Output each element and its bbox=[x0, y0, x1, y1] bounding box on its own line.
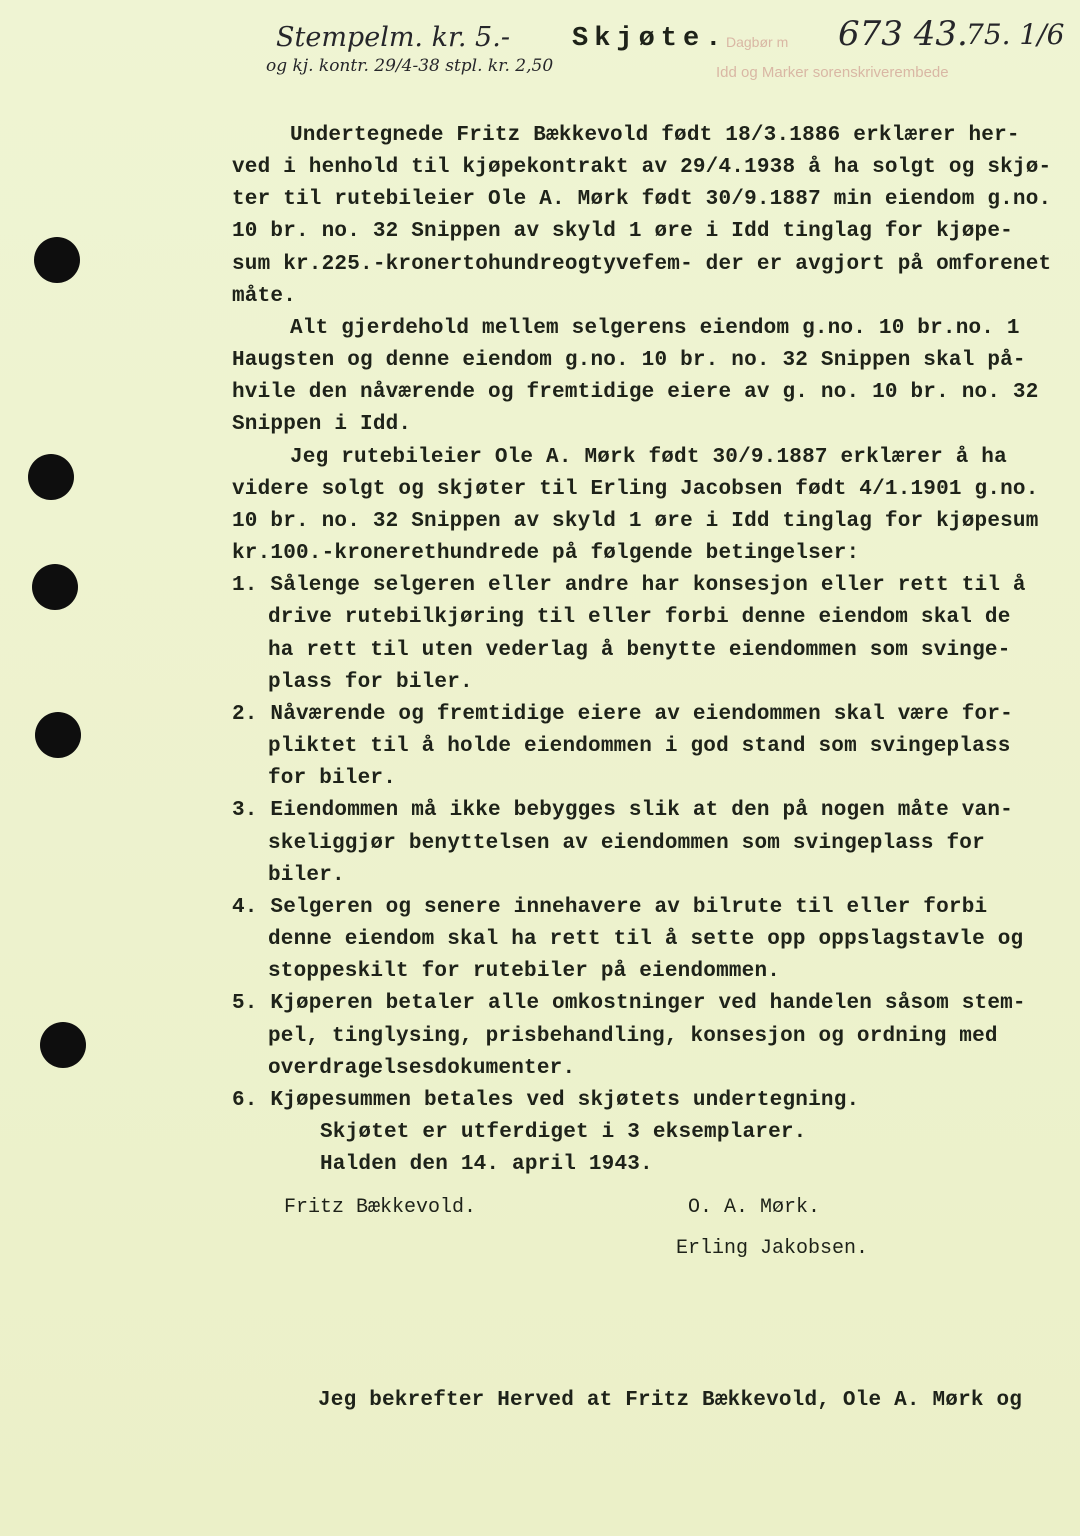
punch-hole-1 bbox=[34, 237, 80, 283]
punch-hole-2 bbox=[28, 454, 74, 500]
handwritten-contract-note: og kj. kontr. 29/4-38 stpl. kr. 2,50 bbox=[266, 56, 554, 76]
condition-item: 5. Kjøperen betaler alle omkostninger ved handelen såsom stem- bbox=[232, 992, 1026, 1015]
body-line: plass for biler. bbox=[268, 671, 473, 694]
body-line: videre solgt og skjøter til Erling Jacobsen født 4/1.1901 g.no. bbox=[232, 478, 1039, 501]
punch-hole-5 bbox=[40, 1022, 86, 1068]
body-line: Jeg rutebileier Ole A. Mørk født 30/9.1887 erklærer å ha bbox=[290, 446, 1007, 469]
body-line: kr.100.-kronerethundrede på følgende betingelser: bbox=[232, 542, 860, 565]
body-line: 10 br. no. 32 Snippen av skyld 1 øre i Idd tinglag for kjøpesum bbox=[232, 510, 1039, 533]
punch-hole-4 bbox=[35, 712, 81, 758]
condition-item: 4. Selgeren og senere innehavere av bilrute til eller forbi bbox=[232, 896, 988, 919]
office-stamp-line1: Dagbør m bbox=[726, 34, 789, 50]
body-line: skeliggjør benyttelsen av eiendommen som svingeplass for bbox=[268, 832, 985, 855]
body-line: ha rett til uten vederlag å benytte eiendommen som svinge- bbox=[268, 639, 1011, 662]
body-line: sum kr.225.-kronertohundreogtyvefem- der er avgjort på omforenet bbox=[232, 253, 1052, 276]
body-line: biler. bbox=[268, 864, 345, 887]
body-line: måte. bbox=[232, 285, 297, 308]
condition-item: 2. Nåværende og fremtidige eiere av eiendommen skal være for- bbox=[232, 703, 1013, 726]
handwritten-stamp-note: Stempelm. kr. 5.- bbox=[276, 22, 510, 53]
document-title: Skjøte. bbox=[572, 24, 728, 54]
document-date: Halden den 14. april 1943. bbox=[320, 1153, 653, 1176]
body-line: for biler. bbox=[268, 767, 397, 790]
office-stamp-line2: Idd og Marker sorenskriverembede bbox=[716, 64, 949, 81]
signature-seller: Fritz Bækkevold. bbox=[284, 1196, 477, 1219]
body-line: denne eiendom skal ha rett til å sette opp oppslagstavle og bbox=[268, 928, 1024, 951]
body-line: ved i henhold til kjøpekontrakt av 29/4.1938 å ha solgt og skjø- bbox=[232, 156, 1052, 179]
body-line: Haugsten og denne eiendom g.no. 10 br. no. 32 Snippen skal på- bbox=[232, 349, 1026, 372]
condition-item: 3. Eiendommen må ikke bebygges slik at den på nogen måte van- bbox=[232, 799, 1013, 822]
signature-second-buyer: Erling Jakobsen. bbox=[676, 1237, 869, 1260]
body-line: overdragelsesdokumenter. bbox=[268, 1057, 576, 1080]
body-line: Snippen i Idd. bbox=[232, 413, 412, 436]
signature-first-buyer: O. A. Mørk. bbox=[688, 1196, 821, 1219]
condition-item: 1. Sålenge selgeren eller andre har konsesjon eller rett til å bbox=[232, 574, 1026, 597]
body-line: Undertegnede Fritz Bækkevold født 18/3.1886 erklærer her- bbox=[290, 124, 1020, 147]
handwritten-page-number: 673 43. bbox=[838, 14, 968, 54]
footer-confirmation-line: Jeg bekrefter Herved at Fritz Bækkevold, Ole A. Mørk og bbox=[318, 1389, 1023, 1412]
body-line: hvile den nåværende og fremtidige eiere av g. no. 10 br. no. 32 bbox=[232, 381, 1039, 404]
body-line: stoppeskilt for rutebiler på eiendommen. bbox=[268, 960, 781, 983]
body-line: pliktet til å holde eiendommen i god stand som svingeplass bbox=[268, 735, 1011, 758]
body-line: drive rutebilkjøring til eller forbi denne eiendom skal de bbox=[268, 606, 1011, 629]
body-line: ter til rutebileier Ole A. Mørk født 30/9.1887 min eiendom g.no. bbox=[232, 188, 1052, 211]
body-line: Alt gjerdehold mellem selgerens eiendom g.no. 10 br.no. 1 bbox=[290, 317, 1020, 340]
condition-item: 6. Kjøpesummen betales ved skjøtets undertegning. bbox=[232, 1089, 860, 1112]
body-line: 10 br. no. 32 Snippen av skyld 1 øre i Idd tinglag for kjøpe- bbox=[232, 220, 1013, 243]
body-line: Skjøtet er utferdiget i 3 eksemplarer. bbox=[320, 1121, 807, 1144]
body-line: pel, tinglysing, prisbehandling, konsesjon og ordning med bbox=[268, 1025, 998, 1048]
punch-hole-3 bbox=[32, 564, 78, 610]
handwritten-registration: 75. 1/6 bbox=[966, 18, 1065, 51]
